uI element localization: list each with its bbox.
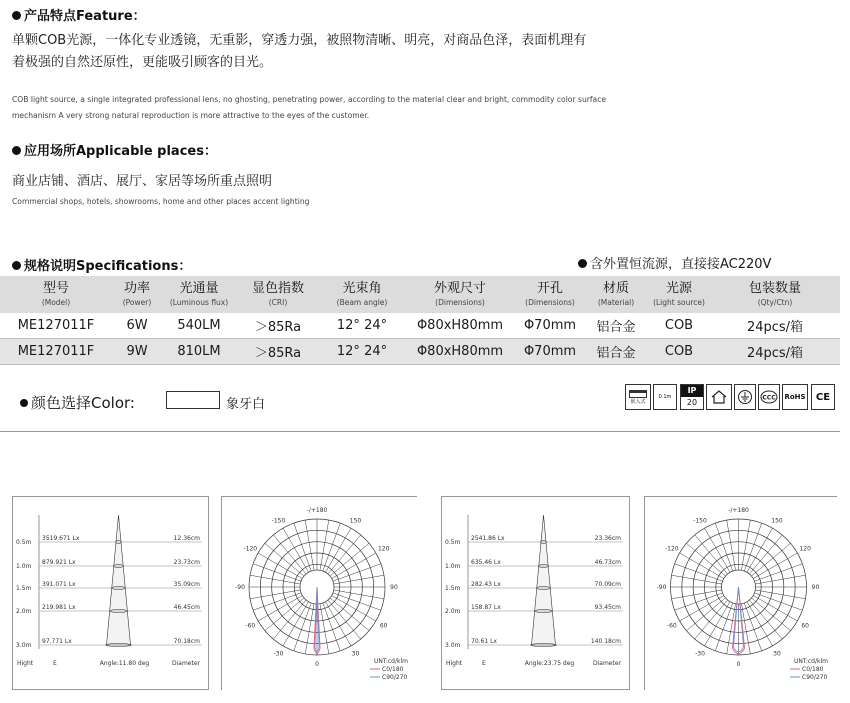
illuminance-chart	[13, 497, 210, 691]
table-cell: 12° 24°	[320, 338, 404, 364]
angle-label: -60	[245, 622, 256, 630]
diameter-label: 35.09cm	[173, 581, 200, 588]
height-label: 2.0m	[16, 608, 32, 615]
polar-diagram-6w	[221, 496, 417, 690]
table-cell: COB	[648, 313, 710, 338]
table-header-cell	[404, 276, 516, 313]
places-cn: 商业店铺、酒店、展厅、家居等场所重点照明	[12, 174, 273, 189]
header-en: (Beam angle)	[336, 297, 388, 307]
header-en: (Luminous flux)	[169, 297, 229, 307]
polar-diagram-9w	[644, 496, 837, 690]
table-header-row	[0, 276, 840, 313]
table-cell: ＞85Ra	[236, 338, 320, 364]
illuminance-diagram-9w	[441, 496, 630, 690]
diameter-label: 140.18cm	[590, 638, 621, 645]
rohs-icon: RoHS	[782, 384, 808, 410]
angle-label: -120	[665, 545, 679, 553]
lux-label: 158.87 Lx	[471, 604, 501, 611]
house-icon	[706, 384, 732, 410]
recessed-mount-icon: 嵌入式	[625, 384, 651, 410]
header-cn: 材质	[602, 280, 629, 296]
table-header-cell	[0, 276, 112, 313]
feature-title: 产品特点Feature：	[12, 5, 146, 24]
diameter-label: 70.18cm	[173, 638, 200, 645]
lux-label: 97.771 Lx	[42, 638, 72, 645]
table-cell: 铝合金	[584, 313, 648, 338]
color-label: 颜色选择Color:	[31, 394, 135, 412]
angle-label: 120	[799, 545, 811, 553]
bullet-icon	[12, 261, 21, 270]
illuminance-diagram-6w	[12, 496, 209, 690]
bullet-icon	[578, 259, 587, 268]
table-cell: 24pcs/箱	[710, 338, 840, 364]
angle-label: -30	[695, 650, 705, 658]
height-label: 1.5m	[16, 585, 32, 592]
color-swatch	[166, 391, 220, 409]
diameter-label: 46.73cm	[594, 559, 621, 566]
height-label: 3.0m	[16, 642, 32, 649]
foot-label: E	[53, 660, 57, 667]
header-en: (Qty/Ctn)	[757, 297, 793, 307]
angle-label: 0	[315, 661, 319, 668]
places-title: 应用场所Applicable places：	[12, 140, 217, 159]
angle-label: 90	[390, 584, 398, 591]
angle-label: 30	[351, 650, 360, 658]
bullet-icon	[20, 399, 28, 407]
angle-label: 30	[773, 650, 781, 658]
header-cn: 光束角	[342, 280, 382, 296]
table-cell: Φ80xH80mm	[404, 338, 516, 364]
table-cell: 6W	[112, 313, 162, 338]
svg-text:CCC: CCC	[762, 394, 776, 402]
lux-label: 3519.671 Lx	[42, 535, 80, 542]
specs-note: 含外置恒流源，直接接AC220V	[578, 253, 771, 272]
table-cell: 24pcs/箱	[710, 313, 840, 338]
table-cell: Φ80xH80mm	[404, 313, 516, 338]
angle-label: -150	[271, 517, 286, 525]
lux-label: 219.981 Lx	[42, 604, 76, 611]
polar-chart	[645, 497, 838, 691]
angle-label: 150	[771, 517, 783, 525]
header-cn: 光源	[665, 280, 692, 296]
legend-label: C90/270	[382, 674, 408, 681]
angle-label: 120	[377, 545, 390, 553]
table-header-cell	[516, 276, 584, 313]
header-en: (Model)	[41, 297, 71, 307]
angle-label: 150	[349, 517, 362, 525]
specs-title: 规格说明Specifications：	[12, 255, 191, 274]
feature-cn-line2: 着极强的自然还原性，更能吸引顾客的目光。	[12, 55, 273, 70]
light-cone	[532, 515, 556, 645]
ce-icon: CE	[811, 384, 835, 410]
angle-label: 60	[379, 622, 388, 630]
table-cell: ME127011F	[0, 338, 112, 364]
header-cn: 包装数量	[748, 280, 801, 296]
height-label: 0.5m	[16, 539, 32, 546]
table-header-cell	[112, 276, 162, 313]
places-en: Commercial shops, hotels, showrooms, home and other places accent lighting	[12, 197, 310, 206]
polar-chart	[222, 497, 418, 691]
color-selection	[20, 392, 135, 413]
table-cell: ＞85Ra	[236, 313, 320, 338]
lux-label: 391.071 Lx	[42, 581, 76, 588]
angle-label: -120	[243, 545, 258, 553]
lux-label: 282.43 Lx	[471, 581, 501, 588]
header-en: (Power)	[122, 297, 152, 307]
table-header-cell	[710, 276, 840, 313]
foot-label: Diameter	[592, 660, 621, 667]
legend-label: C0/180	[382, 666, 404, 673]
lux-label: 635.46 Lx	[471, 559, 501, 566]
table-row	[0, 313, 840, 338]
distance-icon: 0.1m	[653, 384, 677, 410]
header-en: (Dimensions)	[525, 297, 575, 307]
angle-label: -150	[693, 517, 707, 525]
ccc-icon	[758, 384, 780, 410]
foot-label: E	[482, 660, 486, 667]
table-cell: COB	[648, 338, 710, 364]
spec-table	[0, 276, 840, 365]
feature-en-line2: mechanism A very strong natural reproduction is more attractive to the eyes of the customer.	[12, 111, 370, 120]
section-divider	[0, 431, 840, 432]
angle-label: Angle:23.75 deg	[524, 660, 575, 667]
ground-icon	[734, 384, 756, 410]
table-row	[0, 338, 840, 364]
table-header-cell	[584, 276, 648, 313]
table-header-cell	[648, 276, 710, 313]
diameter-label: 46.45cm	[173, 604, 200, 611]
header-en: (CRI)	[268, 297, 288, 307]
header-en: (Light source)	[653, 297, 705, 307]
height-label: 1.5m	[445, 585, 461, 592]
feature-cn-line1: 单颗COB光源，一体化专业透镜，无重影，穿透力强，被照物清晰、明亮，对商品色泽，表面机理有	[12, 33, 587, 48]
feature-en-line1: COB light source, a single integrated professional lens, no ghosting, penetrating power, according to the material clear and bright, commodity color surface	[12, 95, 607, 104]
angle-label: Angle:11.80 deg	[99, 660, 150, 667]
table-cell: ME127011F	[0, 313, 112, 338]
light-cone	[107, 515, 131, 645]
table-cell: 铝合金	[584, 338, 648, 364]
diameter-label: 93.45cm	[594, 604, 621, 611]
table-cell: 810LM	[162, 338, 236, 364]
header-en: (Dimensions)	[435, 297, 485, 307]
angle-label: -/+180	[728, 507, 749, 514]
header-cn: 型号	[42, 280, 69, 296]
table-cell: 540LM	[162, 313, 236, 338]
angle-label: -/+180	[306, 507, 328, 514]
header-en: (Material)	[597, 297, 635, 307]
diameter-label: 70.09cm	[594, 581, 621, 588]
angle-label: -90	[235, 584, 245, 591]
lux-label: 70.61 Lx	[471, 638, 497, 645]
height-label: 0.5m	[445, 539, 461, 546]
table-header-cell	[236, 276, 320, 313]
table-header-cell	[320, 276, 404, 313]
angle-label: -60	[666, 622, 677, 630]
angle-label: -30	[273, 650, 284, 658]
lux-label: 879.921 Lx	[42, 559, 76, 566]
lux-label: 2541.86 Lx	[471, 535, 505, 542]
header-cn: 显色指数	[251, 280, 304, 296]
foot-label: Diameter	[171, 660, 200, 667]
bullet-icon	[12, 146, 21, 155]
angle-label: 0	[736, 661, 741, 668]
height-label: 1.0m	[445, 563, 461, 570]
foot-label: Hight	[446, 660, 463, 667]
table-cell: 12° 24°	[320, 313, 404, 338]
header-cn: 功率	[123, 280, 150, 296]
legend-label: C0/180	[802, 666, 824, 673]
legend-label: C90/270	[802, 674, 828, 681]
table-cell: 9W	[112, 338, 162, 364]
table-cell: Φ70mm	[516, 313, 584, 338]
foot-label: Hight	[17, 660, 34, 667]
ip20-icon: IP 20	[680, 384, 704, 410]
unit-label: UNT:cd/klm	[793, 658, 828, 665]
table-cell: Φ70mm	[516, 338, 584, 364]
table-header-cell	[162, 276, 236, 313]
angle-label: 90	[811, 584, 820, 591]
height-label: 3.0m	[445, 642, 461, 649]
header-cn: 开孔	[536, 280, 563, 296]
diameter-label: 12.36cm	[173, 535, 200, 542]
color-value: 象牙白	[226, 397, 266, 412]
header-cn: 光通量	[179, 280, 219, 296]
diameter-label: 23.36cm	[594, 535, 621, 542]
illuminance-chart	[442, 497, 631, 691]
unit-label: UNT:cd/klm	[373, 658, 408, 665]
bullet-icon	[12, 11, 21, 20]
angle-label: -90	[656, 584, 667, 591]
header-cn: 外观尺寸	[433, 280, 486, 296]
height-label: 1.0m	[16, 563, 32, 570]
height-label: 2.0m	[445, 608, 461, 615]
angle-label: 60	[801, 622, 810, 630]
diameter-label: 23.73cm	[173, 559, 200, 566]
